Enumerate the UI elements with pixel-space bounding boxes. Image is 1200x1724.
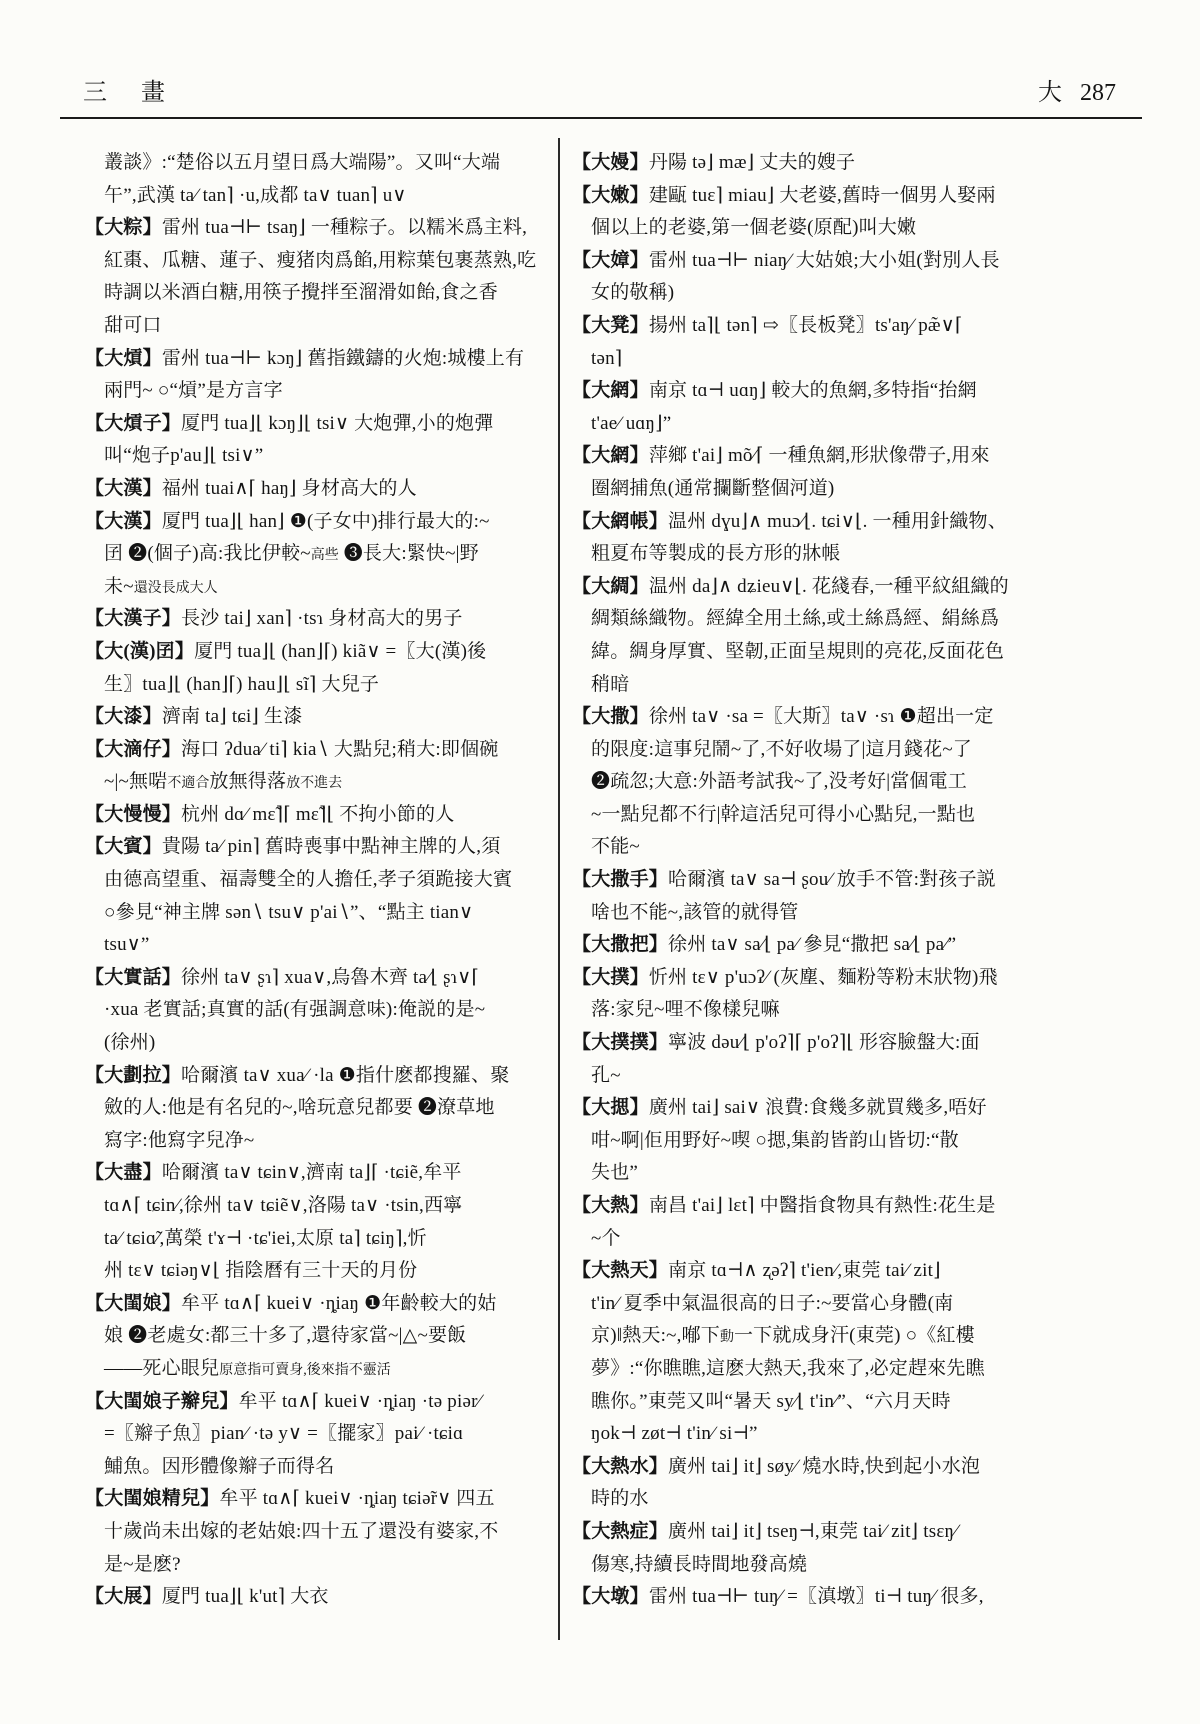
gloss-note: 放不進去: [286, 776, 343, 792]
headword: 【大實話】: [85, 966, 182, 988]
entry-line: 瞧你。”東莞又叫“暑天 sy∕⌊ t'in∕”、“六月天時: [591, 1390, 951, 1412]
entry-line: t'ae∕ uɑŋ⌋”: [591, 412, 672, 434]
guide-character: 大: [1038, 80, 1062, 106]
entry-line: 時的水: [591, 1488, 649, 1510]
entry-line: 【大熱天】南京 tɑ⊣∧ ʐəʔ⌉ t'ien∕,東莞 tai∕ zit⌋: [572, 1260, 941, 1282]
entry-line: 鯆魚。因形體像辮子而得名: [104, 1455, 335, 1477]
entry-line: 午”,武漢 ta∕ tan⌉ ·u,成都 ta∨ tuan⌉ u∨: [104, 184, 407, 206]
entry-line: 【大撲】忻州 tɛ∨ p'uɔʔ∕ (灰塵、麵粉等粉末狀物)飛: [572, 966, 998, 988]
entry-line: 【大撒手】哈爾濱 ta∨ sa⊣ ʂou∕ 放手不管:對孩子説: [572, 869, 996, 891]
entry-line: 【大閨娘精兒】牟平 tɑ∧⌈ kuei∨ ·ȵiaŋ tɕiə̃r∨ 四五: [85, 1488, 495, 1510]
entry-line: 【大凳】揚州 ta⌉⌊ tən⌉ ⇨〖長板凳〗ts'aŋ∕ pæ̃∨⌈: [572, 314, 963, 336]
entry-line: 落:家兒~哩不像樣兒嘛: [591, 999, 780, 1021]
section-title: 三 畫: [83, 80, 179, 106]
gloss-note: 高些: [310, 548, 339, 564]
entry-line: t'in∕ 夏季中氣温很高的日子:~要當心身體(南: [591, 1292, 954, 1314]
headword: 【大慢慢】: [85, 803, 182, 825]
headword: 【大嫩】: [572, 184, 649, 206]
headword: 【大漢】: [85, 510, 162, 532]
column-divider: [558, 138, 560, 1640]
entry-line: 叫“炮子p'au⌋⌊ tsi∨”: [104, 445, 264, 467]
headword: 【大粽】: [85, 217, 162, 239]
page-header-right: [1038, 72, 1116, 107]
column-right: [572, 147, 1118, 1614]
headword: 【大展】: [85, 1586, 162, 1608]
entry-line: =〖辮子魚〗pian∕ ·tə y∨ =〖擺家〗pai∕ ·tɕiɑ: [104, 1423, 464, 1445]
page-header: [83, 72, 1120, 108]
headword: 【大熱天】: [572, 1260, 669, 1282]
entry-line: 州 tɛ∨ tɕiəŋ∨⌊ 指陰曆有三十天的月份: [104, 1260, 418, 1282]
entry-line: 未~還没長成大人: [104, 575, 218, 597]
entry-line: 生〗tua⌋⌊ (han⌋⌈) hau⌋⌊ sĩ⌉ 大兒子: [104, 673, 380, 695]
entry-line: 【大網】南京 tɑ⊣ uɑŋ⌋ 較大的魚網,多特指“抬網: [572, 380, 977, 402]
entry-line: 的限度:這事兒鬧~了,不好收場了|這月錢花~了: [591, 738, 972, 760]
entry-line: 【大漢】厦門 tua⌋⌊ han⌋ ❶(子女中)排行最大的:~: [85, 510, 490, 532]
gloss-note: 不適合: [167, 776, 210, 792]
entry-line: 【大綢】温州 da⌋∧ dʑieu∨⌊. 花綫春,一種平紋組織的: [572, 575, 1009, 597]
entry-line: 【大撒把】徐州 ta∨ sa∕⌊ pa∕ 參見“撒把 sa∕⌊ pa∕”: [572, 934, 957, 956]
entry-line: 啥也不能~,該管的就得管: [591, 901, 799, 923]
entry-line: 【大賓】貴陽 ta∕ pin⌉ 舊時喪事中點神主牌的人,須: [85, 836, 501, 858]
entry-line: 【大漆】濟南 ta⌋ tɕi⌋ 生漆: [85, 706, 303, 728]
entry-line: tsu∨”: [104, 934, 150, 956]
headword: 【大網】: [572, 380, 649, 402]
entry-line: 【大盡】哈爾濱 ta∨ tɕin∨,濟南 ta⌋⌈ ·tɕiẽ,牟平: [85, 1162, 462, 1184]
headword: 【大賓】: [85, 836, 162, 858]
entry-line: 個以上的老婆,第一個老婆(原配)叫大嫩: [591, 217, 917, 239]
headword: 【大撒手】: [572, 869, 669, 891]
entry-line: 囝 ❷(個子)高:我比伊較~高些 ❸長大:緊快~|野: [104, 543, 479, 565]
gloss-note: 原意指可賣身,後來指不靈活: [219, 1362, 391, 1378]
headword: 【大熱症】: [572, 1520, 669, 1542]
headword: 【大熱】: [572, 1195, 649, 1216]
entry-line: 【大閨娘子辮兒】牟平 tɑ∧⌈ kuei∨ ·ȵiaŋ ·tə piər∕: [85, 1390, 482, 1412]
entry-line: 京)‖熱天:~,喐下動一下就成身汗(東莞) ○《紅樓: [591, 1325, 975, 1347]
headword: 【大撲撲】: [572, 1032, 669, 1054]
entry-line: ta∕ tɕiɑ̃∕,萬榮 t'ɤ⊣ ·tɕ'iei,太原 ta⌉ tɕiŋ⌉,忻: [104, 1227, 427, 1249]
entry-line: tən⌉: [591, 347, 623, 369]
entry-line: 【大熱】南昌 t'ai⌋ lɛt⌉ 中醫指食物具有熱性:花生是: [572, 1195, 996, 1216]
entry-line: 【大墩】雷州 tua⊣⊢ tuŋ∕ =〖滇墩〗ti⊣ tuŋ∕ 很多,: [572, 1586, 984, 1608]
entry-line: ŋok⊣ zøt⊣ t'in∕ si⊣”: [591, 1423, 758, 1445]
headword: 【大嫜】: [572, 249, 649, 271]
headword: 【大閨娘精兒】: [85, 1488, 220, 1510]
entry-line: 甜可口: [104, 314, 162, 336]
entry-line: 【大熱症】廣州 tai⌋ it⌋ tseŋ⊣,東莞 tai∕ zit⌋ tsɛŋ∕: [572, 1520, 958, 1542]
headword: 【大熱水】: [572, 1455, 669, 1477]
entry-line: 【大漢子】長沙 tai⌋ xan⌉ ·tsɿ 身材高大的男子: [85, 608, 463, 630]
headword: 【大撲】: [572, 966, 649, 988]
headword: 【大漢子】: [85, 608, 182, 630]
headword: 【大網帳】: [572, 510, 669, 532]
entry-line: 【大劃拉】哈爾濱 ta∨ xua∕ ·la ❶指什麽都搜羅、聚: [85, 1064, 510, 1086]
headword: 【大凳】: [572, 314, 649, 336]
entry-line: 【大嫩】建甌 tuɛ⌉ miau⌋ 大老婆,舊時一個男人娶兩: [572, 184, 996, 206]
entry-line: 稍暗: [591, 673, 630, 695]
entry-line: 紅棗、瓜糖、蓮子、瘦猪肉爲餡,用粽葉包裹蒸熟,吃: [104, 249, 537, 271]
entry-line: 時調以米酒白糖,用筷子攪拌至溜滑如飴,食之香: [104, 282, 498, 304]
headword: 【大盡】: [85, 1162, 162, 1184]
entry-line: 叢談》:“楚俗以五月望日爲大端陽”。又叫“大端: [104, 152, 501, 173]
headword: 【大揌】: [572, 1097, 649, 1119]
entry-line: 女的敬稱): [591, 282, 675, 304]
entry-line: 不能~: [591, 836, 640, 858]
headword: 【大墩】: [572, 1586, 649, 1608]
entry-line: 【大熕】雷州 tua⊣⊢ kɔŋ⌋ 舊指鐵鑄的火炮:城樓上有: [85, 347, 525, 369]
entry-line: 【大漢】福州 tuai∧⌈ haŋ⌋ 身材高大的人: [85, 477, 417, 499]
entry-line: 失也”: [591, 1162, 639, 1184]
headword: 【大熕】: [85, 347, 162, 369]
headword: 【大漢】: [85, 477, 162, 499]
headword: 【大網】: [572, 445, 649, 467]
entry-line: 綢類絲織物。經緯全用土絲,或土絲爲經、絹絲爲: [591, 608, 1000, 630]
entry-line: 寫字:他寫字兒净~: [104, 1129, 255, 1151]
headword: 【大撒把】: [572, 934, 669, 956]
headword: 【大滴仔】: [85, 738, 182, 760]
entry-line: 傷寒,持續長時間地發高燒: [591, 1553, 808, 1575]
entry-line: 【大熱水】廣州 tai⌋ it⌋ søy∕ 燒水時,快到起小水泡: [572, 1455, 981, 1477]
entry-line: 【大揌】廣州 tai⌋ sai∨ 浪費:食幾多就買幾多,唔好: [572, 1097, 987, 1119]
entry-line: ○參見“神主牌 sən∖ tsu∨ p'ai∖”、“點主 tian∨: [104, 901, 474, 923]
entry-line: 【大網帳】温州 dɣu⌋∧ muɔ∕⌊. tɕi∨⌊. 一種用針織物、: [572, 510, 1007, 532]
entry-line: tɑ∧⌈ tɕin∕,徐州 ta∨ tɕiẽ∨,洛陽 ta∨ ·tsin,西寧: [104, 1195, 463, 1216]
entry-line: ~个: [591, 1227, 621, 1249]
entry-line: ~一點兒都不行|幹這活兒可得小心點兒,一點也: [591, 803, 976, 825]
column-left: [85, 147, 557, 1614]
entry-line: 【大網】萍鄉 t'ai⌋ mõ∕⌈ 一種魚網,形狀像帶子,用來: [572, 445, 990, 467]
headword: 【大綢】: [572, 575, 649, 597]
entry-line: ❷疏忽;大意:外語考試我~了,没考好|當個電工: [591, 771, 967, 793]
entry-line: ——死心眼兒原意指可賣身,後來指不靈活: [104, 1357, 391, 1379]
entry-line: 【大撒】徐州 ta∨ ·sa =〖大斯〗ta∨ ·sɿ ❶超出一定: [572, 706, 994, 728]
headword: 【大撒】: [572, 706, 649, 728]
headword: 【大嫚】: [572, 152, 649, 173]
entry-line: 十歲尚未出嫁的老姑娘:四十五了還没有婆家,不: [104, 1520, 499, 1542]
entry-line: 【大展】厦門 tua⌋⌊ k'ut⌉ 大衣: [85, 1586, 329, 1608]
entry-line: 【大(漢)囝】厦門 tua⌋⌊ (han⌋⌈) kiã∨ =〖大(漢)後: [85, 640, 487, 662]
header-rule: [60, 117, 1142, 119]
gloss-note: 動: [719, 1330, 734, 1346]
entry-line: 【大嫜】雷州 tua⊣⊢ niaŋ∕ 大姑娘;大小姐(對別人長: [572, 249, 1000, 271]
entry-line: 【大撲撲】寧波 dəu∕⌊ p'oʔ⌉⌈ p'oʔ⌉⌊ 形容臉盤大:面: [572, 1032, 980, 1054]
entry-line: 【大閨娘】牟平 tɑ∧⌈ kuei∨ ·ȵiaŋ ❶年齡較大的姑: [85, 1292, 497, 1314]
headword: 【大劃拉】: [85, 1064, 182, 1086]
page-number: 287: [1080, 80, 1116, 106]
entry-line: 緯。綢身厚實、堅韌,正面呈規則的亮花,反面花色: [591, 640, 1005, 662]
entry-line: 【大粽】雷州 tua⊣⊢ tsaŋ⌋ 一種粽子。以糯米爲主料,: [85, 217, 528, 239]
entry-line: ~|~無啱不適合放無得落放不進去: [104, 771, 343, 793]
entry-line: 【大滴仔】海口 ʔdua∕ ti⌉ kia∖ 大點兒;稍大:即個碗: [85, 738, 499, 760]
entry-line: 兩門~ ○“熕”是方言字: [104, 380, 283, 402]
entry-line: 孔~: [591, 1064, 621, 1086]
entry-line: (徐州): [104, 1032, 156, 1054]
entry-line: 是~是麽?: [104, 1553, 181, 1575]
entry-line: 【大慢慢】杭州 dɑ∕ mɛ̃⌉⌈ mɛ̃⌉⌊ 不拘小節的人: [85, 803, 455, 825]
headword: 【大閨娘子辮兒】: [85, 1390, 239, 1412]
entry-line: 斂的人:他是有名兒的~,啥玩意兒都要 ❷潦草地: [104, 1097, 495, 1119]
entry-line: 由德高望重、福壽雙全的人擔任,孝子須跪接大賓: [104, 869, 513, 891]
headword: 【大漆】: [85, 706, 162, 728]
entry-line: 【大實話】徐州 ta∨ ʂɿ⌉ xua∨,烏魯木齊 ta∕⌊ ʂɿ∨⌈: [85, 966, 479, 988]
headword: 【大(漢)囝】: [85, 640, 195, 662]
headword: 【大熕子】: [85, 412, 182, 434]
entry-line: 娘 ❷老處女:都三十多了,還待家當~|△~要飯: [104, 1325, 467, 1347]
entry-line: 夢》:“你瞧瞧,這麽大熱天,我來了,必定趕來先瞧: [591, 1357, 985, 1379]
headword: 【大閨娘】: [85, 1292, 182, 1314]
entry-line: 圈網捕魚(通常攔斷整個河道): [591, 477, 835, 499]
entry-line: ·xua 老實話;真實的話(有强調意味):俺説的是~: [104, 999, 486, 1021]
entry-line: 【大嫚】丹陽 tə⌋ mæ⌋ 丈夫的嫂子: [572, 152, 856, 173]
gloss-note: 還没長成大人: [133, 580, 218, 596]
entry-line: 咁~啊|佢用野好~喫 ○揌,集韵皆韵山皆切:“散: [591, 1129, 959, 1151]
entry-line: 粗夏布等製成的長方形的牀帳: [591, 543, 841, 565]
entry-line: 【大熕子】厦門 tua⌋⌊ kɔŋ⌋⌊ tsi∨ 大炮彈,小的炮彈: [85, 412, 494, 434]
